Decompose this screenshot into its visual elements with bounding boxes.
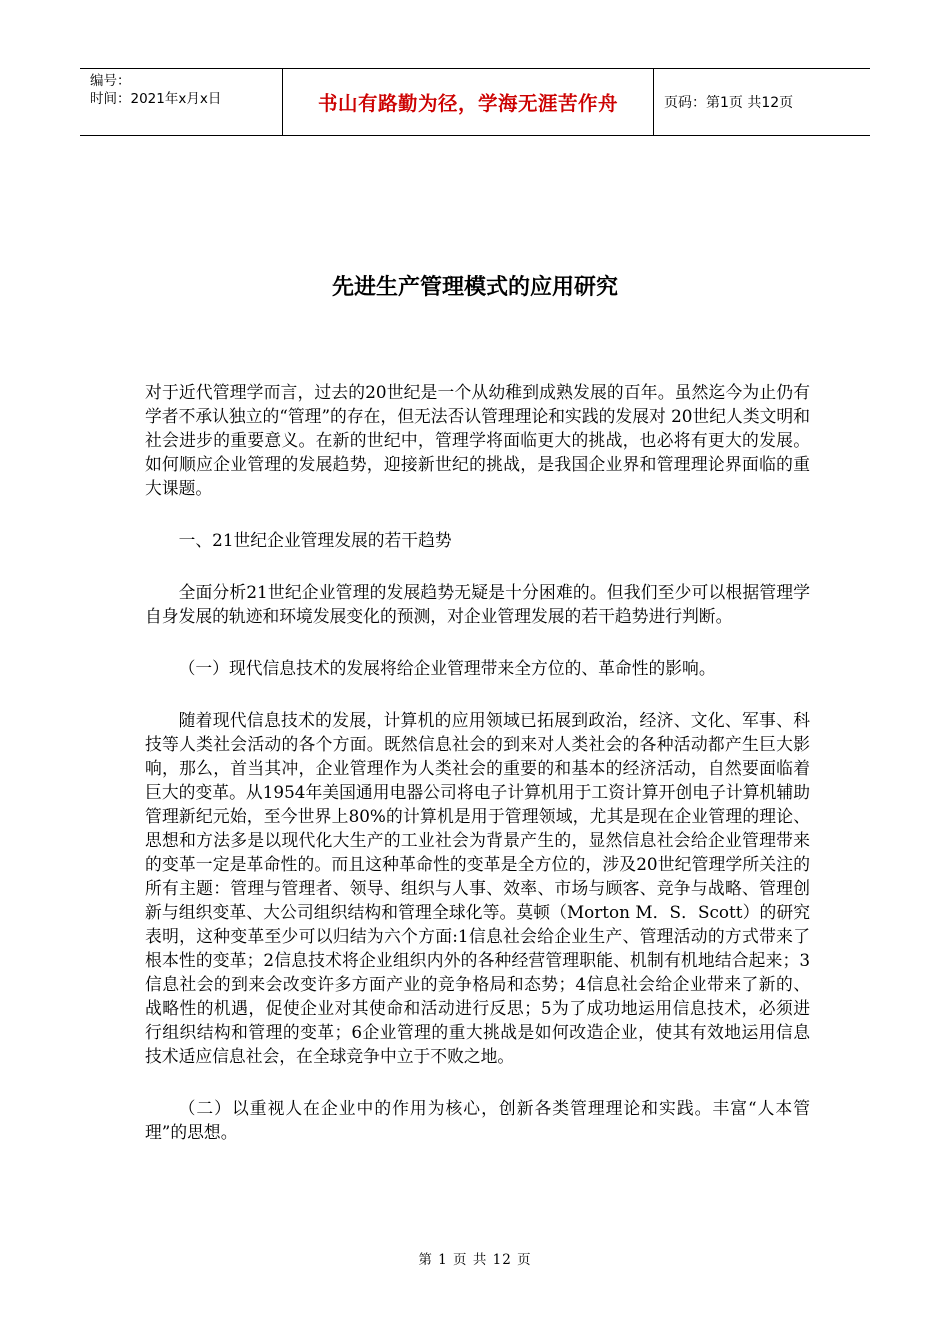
serial-number-label: 编号： [90, 73, 131, 89]
header-motto-cell [282, 69, 654, 135]
header-page-cell [654, 69, 870, 135]
subsection-heading-2: （二）以重视人在企业中的作用为核心，创新各类管理理论和实践。丰富“人本管理”的思想。 [145, 1098, 810, 1142]
page-footer: 第 1 页 共 12 页 [418, 1252, 532, 1268]
motto-text: 书山有路勤为径，学海无涯苦作舟 [317, 92, 618, 115]
document-title: 先进生产管理模式的应用研究 [331, 275, 618, 300]
header-table [80, 68, 870, 136]
paragraph-trends: 全面分析21世纪企业管理的发展趋势无疑是十分困难的。但我们至少可以根据管理学自身发展的轨迹和环境发展变化的预测，对企业管理发展的若干趋势进行判断。 [145, 582, 810, 626]
section-heading-1: 一、21世纪企业管理发展的若干趋势 [178, 530, 452, 550]
paragraph-it-impact: 随着现代信息技术的发展，计算机的应用领域已拓展到政治，经济、文化、军事、科技等人类社会活动的各个方面。既然信息社会的到来对人类社会的各种活动都产生巨大影响，那么，首当其冲，企业管理作为人类社会的重要的和基本的经济活动，自然要面临着巨大的变革。从1954年美国通用电器公司将电子计算机用于工资计算开创电子计算机辅助管理新纪元始，至今世界上80%的计算机是用于管理领域，尤其是现在企业管理的理论、思想和方法多是以现代化大生产的工业社会为背景产生的，显然信息社会给企业管理带来的变革一定是革命性的。而且这种革命性的变革是全方位的，涉及20世纪管理学所关注的所有主题：管理与管理者、领导、组织与人事、效率、市场与顾客、竞争与战略、管理创新与组织变革、大公司组织结构和管理全球化等。莫顿（Morton M．S．Scott）的研究表明，这种变革至少可以归结为六个方面:1信息社会给企业生产、管理活动的方式带来了根本性的变革；2信息技术将企业组织内外的各种经营管理职能、机制有机地结合起来；3信息社会的到来会改变许多方面产业的竞争格局和态势；4信息社会给企业带来了新的、战略性的机遇，促使企业对其使命和活动进行反思；5为了成功地运用信息技术，必须进行组织结构和管理的变革；6企业管理的重大挑战是如何改造企业，使其有效地运用信息技术适应信息社会，在全球竞争中立于不败之地。 [145, 710, 810, 1066]
subsection-heading-1: （一）现代信息技术的发展将给企业管理带来全方位的、革命性的影响。 [178, 658, 716, 678]
header-info-cell [80, 69, 282, 135]
date-label: 时间：2021年x月x日 [90, 91, 222, 107]
paragraph-intro: 对于近代管理学而言，过去的20世纪是一个从幼稚到成熟发展的百年。虽然迄今为止仍有学者不承认独立的“管理”的存在，但无法否认管理理论和实践的发展对 20世纪人类文明和社会进步的重要意义。在新的世纪中，管理学将面临更大的挑战，也必将有更大的发展。如何顺应企业管理的发展趋势，迎接新世纪的挑战，是我国企业界和管理理论界面临的重大课题。 [145, 382, 810, 498]
page-info: 页码：第1页 共12页 [664, 95, 794, 111]
document-body [145, 380, 810, 1144]
